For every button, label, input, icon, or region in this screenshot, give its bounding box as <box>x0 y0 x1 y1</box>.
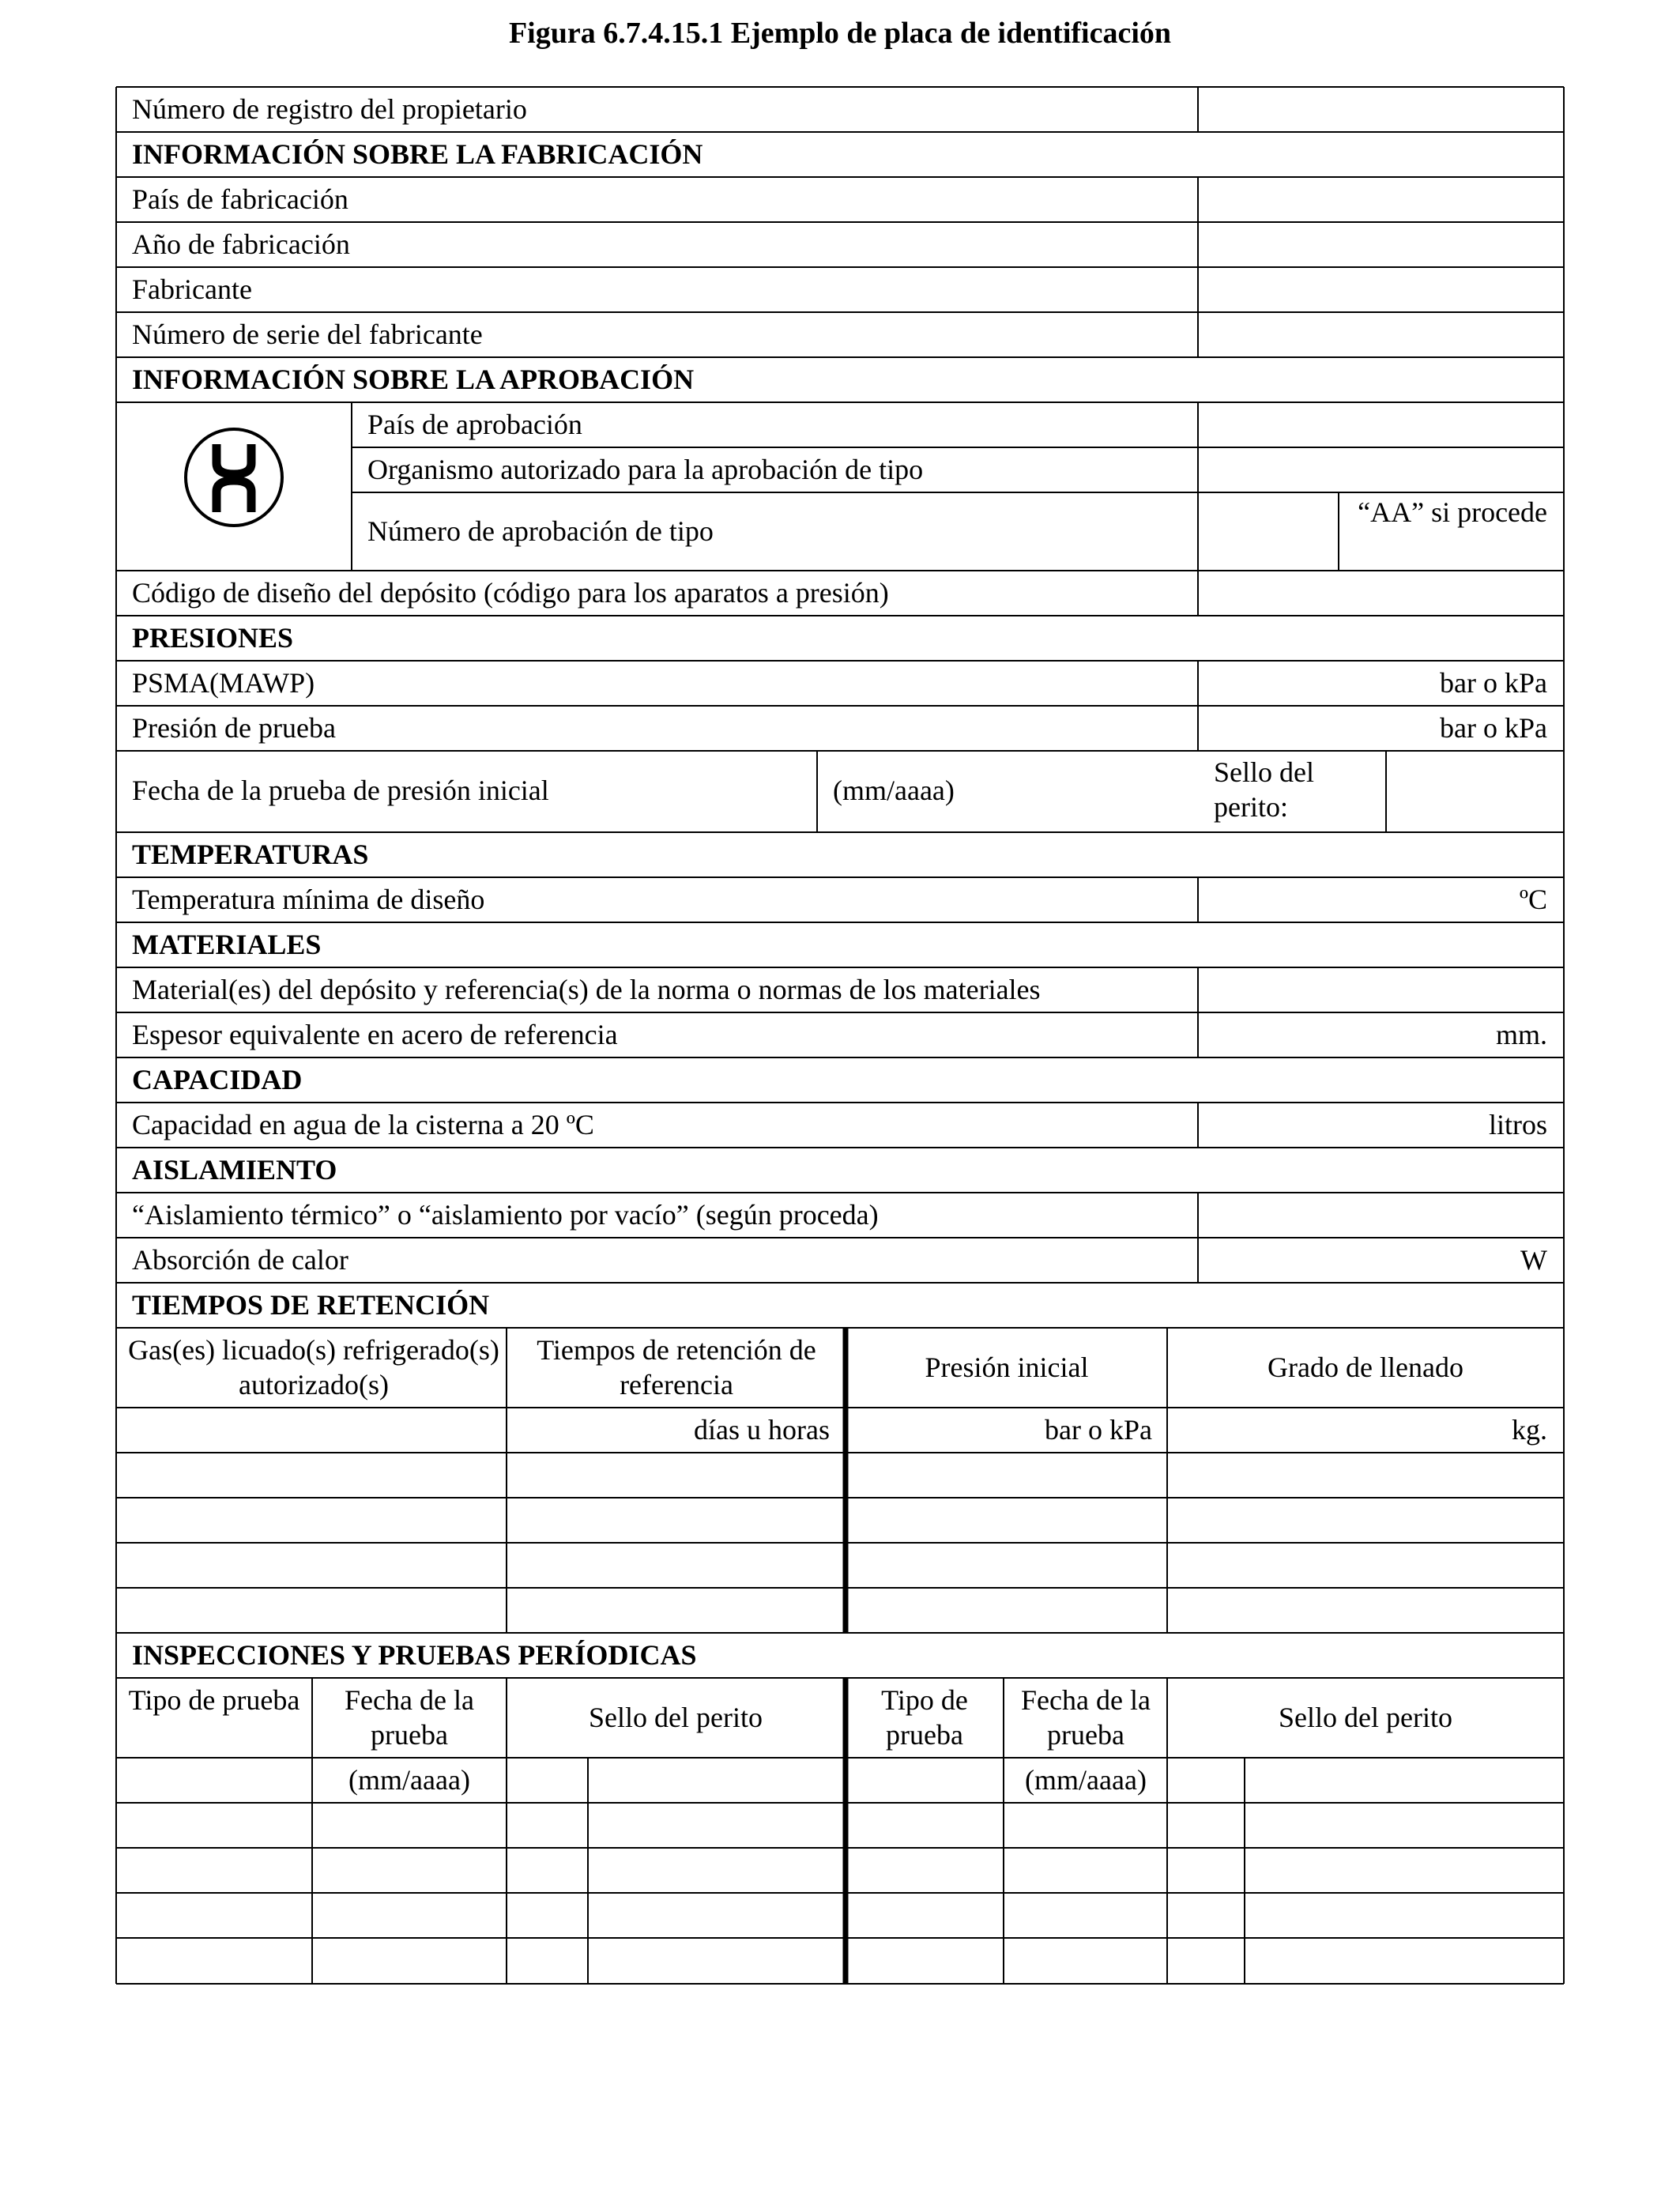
holding-unit-days-hours: días u horas <box>694 1414 830 1446</box>
serial-number-label: Número de serie del fabricante <box>132 319 483 350</box>
test-pressure-unit: bar o kPa <box>1440 712 1547 744</box>
design-code-label: Código de diseño del depósito (código para los aparatos a presión) <box>132 577 889 609</box>
capacity-unit: litros <box>1488 1109 1547 1140</box>
water-capacity-label: Capacidad en agua de la cisterna a 20 ºC <box>132 1109 594 1140</box>
inspection-left-stamp-header: Sello del perito <box>589 1702 763 1733</box>
inspection-right-test-date-header: Fecha de la prueba <box>1021 1684 1151 1751</box>
holding-header-gases: Gas(es) licuado(s) refrigerado(s) autorizado(s) <box>128 1334 499 1400</box>
holding-header-filling-degree: Grado de llenado <box>1268 1351 1463 1383</box>
min-design-temperature-label: Temperatura mínima de diseño <box>132 884 485 915</box>
section-capacity-heading: CAPACIDAD <box>132 1064 303 1095</box>
holding-header-initial-pressure: Presión inicial <box>925 1351 1089 1383</box>
holding-header-reference-times: Tiempos de retención de referencia <box>537 1334 816 1400</box>
shell-materials-label: Material(es) del depósito y referencia(s) de la norma o normas de los materiales <box>132 974 1041 1005</box>
section-approval-heading: INFORMACIÓN SOBRE LA APROBACIÓN <box>132 364 695 395</box>
heat-unit: W <box>1520 1244 1547 1276</box>
temperature-unit: ºC <box>1519 884 1547 915</box>
inspection-right-test-type-header: Tipo de prueba <box>881 1684 968 1751</box>
inspection-left-test-date-header: Fecha de la prueba <box>345 1684 474 1751</box>
insulation-type-label: “Aislamiento térmico” o “aislamiento por vacío” (según proceda) <box>132 1199 879 1231</box>
year-of-manufacture-label: Año de fabricación <box>132 228 350 260</box>
section-manufacture-heading: INFORMACIÓN SOBRE LA FABRICACIÓN <box>132 138 703 170</box>
un-packaging-symbol-icon <box>183 427 284 528</box>
test-pressure-label: Presión de prueba <box>132 712 336 744</box>
country-of-manufacture-label: País de fabricación <box>132 183 348 215</box>
inspection-left-test-type-header: Tipo de prueba <box>128 1684 300 1716</box>
section-holding-times-heading: TIEMPOS DE RETENCIÓN <box>132 1289 490 1321</box>
mawp-unit: bar o kPa <box>1440 667 1547 699</box>
thickness-unit: mm. <box>1495 1019 1547 1050</box>
initial-test-date-label: Fecha de la prueba de presión inicial <box>132 775 549 806</box>
section-materials-heading: MATERIALES <box>132 929 322 960</box>
aa-note: “AA” si procede <box>1358 496 1547 528</box>
mawp-label: PSMA(MAWP) <box>132 667 315 699</box>
inspection-left-date-format: (mm/aaaa) <box>348 1764 470 1796</box>
expert-stamp-label: Sello del perito: <box>1214 756 1314 823</box>
heat-influx-label: Absorción de calor <box>132 1244 348 1276</box>
approval-number-label: Número de aprobación de tipo <box>367 515 714 547</box>
owner-registration-label: Número de registro del propietario <box>132 93 527 125</box>
section-inspections-heading: INSPECCIONES Y PRUEBAS PERÍODICAS <box>132 1639 697 1671</box>
inspection-right-stamp-header: Sello del perito <box>1279 1702 1452 1733</box>
section-pressures-heading: PRESIONES <box>132 622 294 654</box>
figure-title: Figura 6.7.4.15.1 Ejemplo de placa de identificación <box>508 17 1172 50</box>
inspection-right-date-format: (mm/aaaa) <box>1025 1764 1147 1796</box>
section-insulation-heading: AISLAMIENTO <box>132 1154 337 1186</box>
equivalent-thickness-label: Espesor equivalente en acero de referencia <box>132 1019 618 1050</box>
holding-unit-pressure: bar o kPa <box>1045 1414 1152 1446</box>
manufacturer-label: Fabricante <box>132 273 252 305</box>
approval-body-label: Organismo autorizado para la aprobación de tipo <box>367 454 924 485</box>
section-temperatures-heading: TEMPERATURAS <box>132 839 369 870</box>
country-of-approval-label: País de aprobación <box>367 409 582 440</box>
initial-test-date-format: (mm/aaaa) <box>833 775 955 806</box>
holding-unit-mass: kg. <box>1512 1414 1547 1446</box>
